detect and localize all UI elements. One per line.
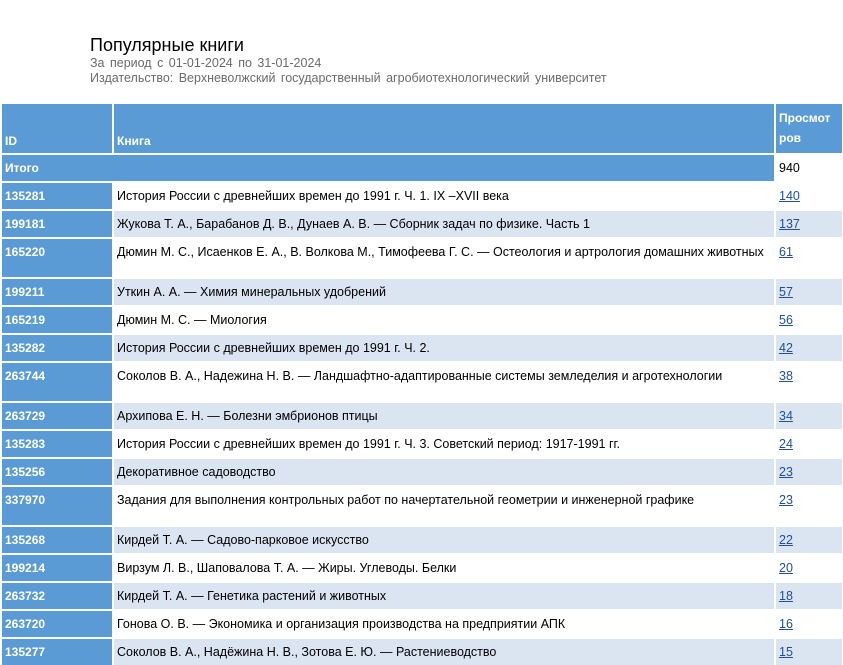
- table-row: [2, 581, 842, 609]
- book-id: 135268: [2, 525, 114, 553]
- views-link[interactable]: 34: [779, 409, 793, 423]
- table-row: [2, 401, 842, 429]
- book-id: 135256: [2, 457, 114, 485]
- views-link[interactable]: 140: [779, 189, 800, 203]
- views-link[interactable]: 137: [779, 217, 800, 231]
- book-id: 263732: [2, 581, 114, 609]
- book-id: 263720: [2, 609, 114, 637]
- views-link[interactable]: 22: [779, 533, 793, 547]
- popular-books-table: [2, 104, 842, 665]
- views-link[interactable]: 18: [779, 589, 793, 603]
- book-id: 135281: [2, 181, 114, 209]
- book-title: Уткин А. А. — Химия минеральных удобрений: [114, 277, 776, 305]
- views-link[interactable]: 23: [779, 493, 793, 507]
- views-link[interactable]: 16: [779, 617, 793, 631]
- views-link[interactable]: 23: [779, 465, 793, 479]
- table-header-row: [2, 104, 842, 153]
- book-id: 135282: [2, 333, 114, 361]
- book-id: 199214: [2, 553, 114, 581]
- table-row: [2, 237, 842, 277]
- period-label: За период с 01-01-2024 по 31-01-2024: [90, 56, 322, 70]
- book-id: 263744: [2, 361, 114, 401]
- table-row: [2, 181, 842, 209]
- publisher-label: Издательство: Верхневолжский государственный агробиотехнологический университет: [90, 71, 607, 85]
- book-title: Архипова Е. Н. — Болезни эмбрионов птицы: [114, 401, 776, 429]
- book-title: Кирдей Т. А. — Садово-парковое искусство: [114, 525, 776, 553]
- table-row: [2, 277, 842, 305]
- total-value: 940: [776, 153, 842, 181]
- book-title: История России с древнейших времен до 1991 г. Ч. 3. Советский период: 1917-1991 гг.: [114, 429, 776, 457]
- book-title: Декоративное садоводство: [114, 457, 776, 485]
- book-title: Вирзум Л. В., Шаповалова Т. А. — Жиры. Углеводы. Белки: [114, 553, 776, 581]
- book-title: Дюмин М. С. — Миология: [114, 305, 776, 333]
- views-link[interactable]: 20: [779, 561, 793, 575]
- table-row: [2, 429, 842, 457]
- table-row: [2, 525, 842, 553]
- book-title: Дюмин М. С., Исаенков Е. А., В. Волкова М., Тимофеева Г. С. — Остеология и артрология домашних животных: [114, 237, 776, 277]
- table-row: [2, 609, 842, 637]
- views-link[interactable]: 42: [779, 341, 793, 355]
- book-title: Соколов В. А., Надёжина Н. В., Зотова Е. Ю. — Растениеводство: [114, 637, 776, 665]
- book-id: 135283: [2, 429, 114, 457]
- table-row: [2, 361, 842, 401]
- table-row: [2, 553, 842, 581]
- book-title: Кирдей Т. А. — Генетика растений и животных: [114, 581, 776, 609]
- table-row: [2, 457, 842, 485]
- table-row: [2, 305, 842, 333]
- table-row: [2, 333, 842, 361]
- views-link[interactable]: 15: [779, 645, 793, 659]
- book-id: 199181: [2, 209, 114, 237]
- views-link[interactable]: 61: [779, 245, 793, 259]
- book-id: 199211: [2, 277, 114, 305]
- table-row: [2, 209, 842, 237]
- book-id: 263729: [2, 401, 114, 429]
- book-title: История России с древнейших времен до 1991 г. Ч. 2.: [114, 333, 776, 361]
- book-id: 165220: [2, 237, 114, 277]
- book-id: 165219: [2, 305, 114, 333]
- book-title: История России с древнейших времен до 1991 г. Ч. 1. IX –XVII века: [114, 181, 776, 209]
- column-header-views: Просмот ров: [776, 104, 842, 153]
- book-title: Жукова Т. А., Барабанов Д. В., Дунаев А. В. — Сборник задач по физике. Часть 1: [114, 209, 776, 237]
- book-id: 337970: [2, 485, 114, 525]
- total-row: [2, 153, 842, 181]
- book-id: 135277: [2, 637, 114, 665]
- views-link[interactable]: 57: [779, 285, 793, 299]
- table-row: [2, 485, 842, 525]
- book-title: Гонова О. В. — Экономика и организация производства на предприятии АПК: [114, 609, 776, 637]
- table-row: [2, 637, 842, 665]
- book-title: Соколов В. А., Надежина Н. В. — Ландшафтно-адаптированные системы земледелия и агротехнологии: [114, 361, 776, 401]
- column-header-book: Книга: [114, 104, 776, 153]
- views-link[interactable]: 56: [779, 313, 793, 327]
- views-link[interactable]: 38: [779, 369, 793, 383]
- report-header: [90, 34, 607, 86]
- column-header-id: ID: [2, 104, 114, 153]
- page-title: Популярные книги: [90, 35, 244, 55]
- total-label: Итого: [2, 153, 776, 181]
- book-title: Задания для выполнения контрольных работ по начертательной геометрии и инженерной графике: [114, 485, 776, 525]
- views-link[interactable]: 24: [779, 437, 793, 451]
